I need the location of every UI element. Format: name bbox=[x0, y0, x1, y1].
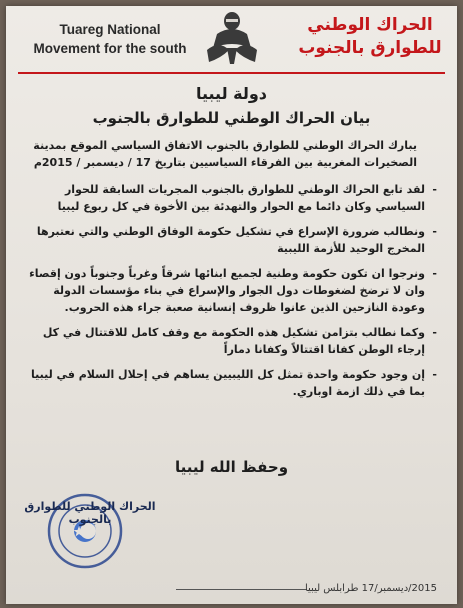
bullet-marker: - bbox=[432, 183, 437, 196]
bullet-marker: - bbox=[432, 225, 437, 238]
point-text: لقد تابع الحراك الوطني للطوارق بالجنوب المجريات السابقة للحوار السياسي وكان دائما مع الحوار والتهدئة بين الأخوة في كل ربوع ليبيا bbox=[57, 183, 425, 213]
bullet-marker: - bbox=[432, 368, 437, 381]
state-title: دولة ليبيا bbox=[195, 84, 268, 103]
statement-point bbox=[26, 181, 437, 215]
signature-label: الحراك الوطني للطوارق بالجنوب bbox=[24, 500, 156, 526]
statement-title: بيان الحراك الوطني للطوارق بالجنوب bbox=[92, 109, 371, 127]
statement-points bbox=[26, 181, 437, 400]
statement-point bbox=[26, 366, 437, 400]
point-text: ونرجوا ان تكون حكومة وطنية لجميع ابنائها شرقاً وغرباً وجنوباً دون إقصاء وان لا ترضخ لضغوطات دول الجوار والإسراع في بناء مؤسسات الدولة وعودة النازحين الذين عانوا ظروف إنسانية صعبة جراء هذه الحروب. bbox=[29, 267, 425, 314]
org-name-english bbox=[20, 20, 200, 58]
bullet-marker: - bbox=[432, 326, 437, 339]
org-name-english-line-1: Tuareg National bbox=[59, 22, 161, 37]
tuareg-figure-logo-icon bbox=[199, 10, 265, 66]
org-name-arabic-line-2: للطوارق بالجنوب bbox=[298, 38, 442, 58]
header-divider bbox=[18, 72, 445, 74]
org-name-arabic bbox=[295, 14, 445, 60]
document-page bbox=[6, 6, 457, 604]
point-text: ونطالب ضرورة الإسراع في تشكيل حكومة الوفاق الوطني والتي نعتبرها المخرج الوحيد للأزمة الليبية bbox=[36, 225, 425, 255]
intro-paragraph: يبارك الحراك الوطني للطوارق بالجنوب الاتفاق السياسي الموقع بمدينة الصخيرات المغربية بين الفرقاء السياسيين بتاريخ 17 / ديسمبر / 2015م bbox=[33, 139, 417, 169]
statement-point bbox=[26, 223, 437, 257]
statement-body bbox=[26, 84, 437, 408]
footer-date: 2015/ديسمبر/17 طرابلس ليبيا bbox=[304, 583, 437, 594]
statement-point bbox=[26, 324, 437, 358]
point-text: إن وجود حكومة واحدة تمثل كل الليبيين يساهم في إحلال السلام في ليبيا بما في ذلك ازمة اوباري. bbox=[31, 368, 425, 398]
bullet-marker: - bbox=[432, 267, 437, 280]
closing-line: وحفظ الله ليبيا bbox=[174, 458, 289, 476]
signature-block bbox=[20, 488, 160, 568]
point-text: وكما نطالب بتزامن تشكيل هذه الحكومة مع وقف كامل للاقتتال في كل إرجاء الوطن كفانا اقتتالاً وكفانا دماراً bbox=[42, 326, 425, 356]
org-name-english-line-2: Movement for the south bbox=[33, 41, 187, 56]
statement-point bbox=[26, 265, 437, 316]
org-name-arabic-line-1: الحراك الوطني bbox=[307, 15, 433, 35]
